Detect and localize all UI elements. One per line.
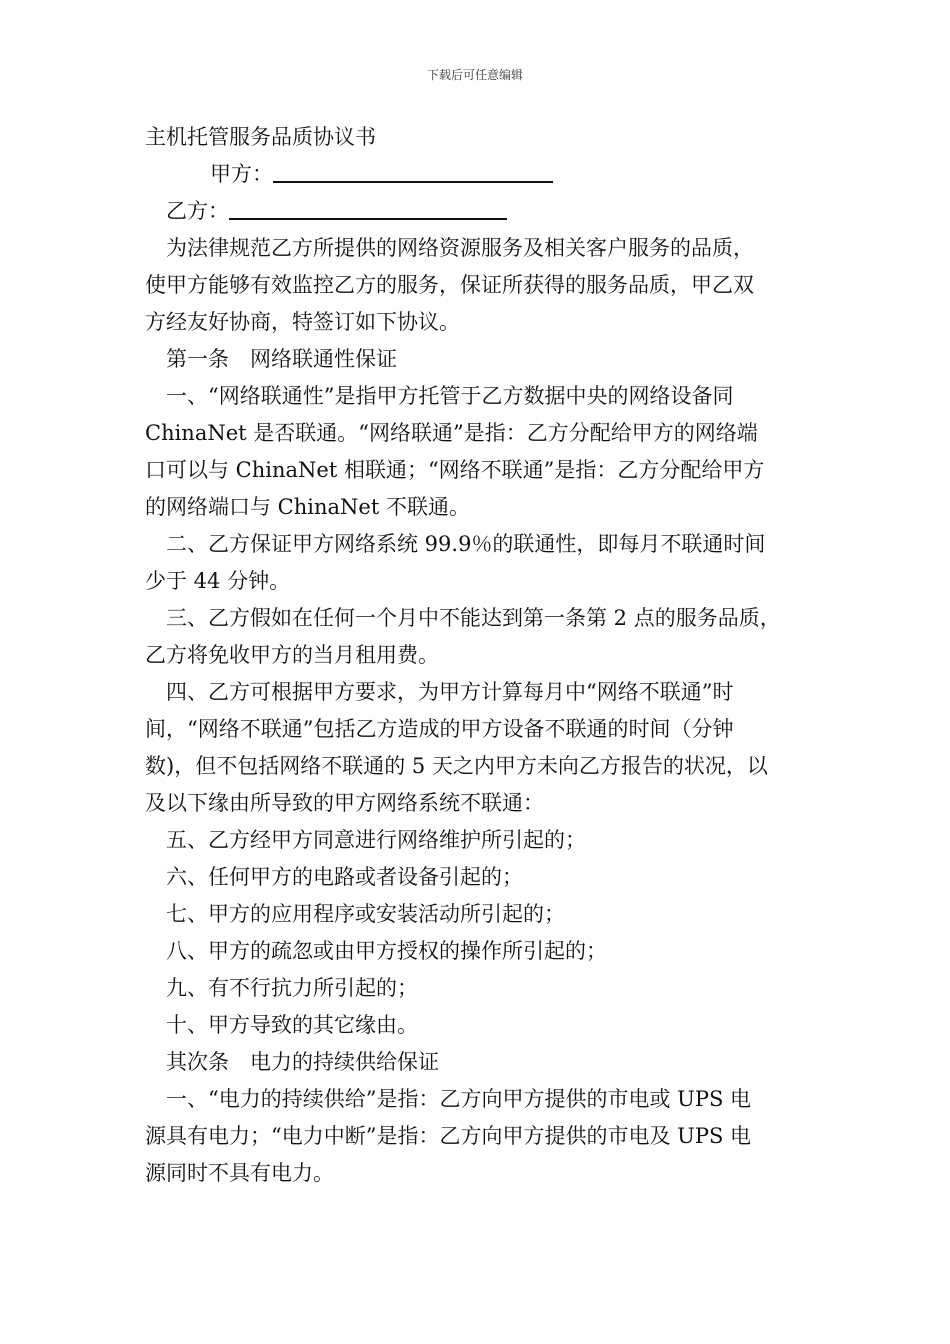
party-b-blank: [229, 194, 507, 220]
text-line: 九、有不行抗力所引起的；: [166, 976, 418, 1000]
text-line: 十、甲方导致的其它缘由。: [166, 1013, 418, 1037]
text-line: 使甲方能够有效监控乙方的服务，保证所获得的服务品质，甲乙双: [145, 273, 754, 297]
document-title: 主机托管服务品质协议书: [145, 125, 376, 149]
text-line: 七、甲方的应用程序或安装活动所引起的；: [166, 902, 565, 926]
text-line: 一、“电力的持续供给”是指：乙方向甲方提供的市电或 UPS 电: [166, 1087, 752, 1111]
body-lines: [145, 230, 835, 1192]
text-line: 八、甲方的疏忽或由甲方授权的操作所引起的；: [166, 939, 607, 963]
text-line: 少于 44 分钟。: [145, 569, 291, 593]
text-line: 四、乙方可根据甲方要求，为甲方计算每月中“网络不联通”时: [166, 680, 734, 704]
text-line: 其次条 电力的持续供给保证: [166, 1050, 439, 1074]
text-line: 为法律规范乙方所提供的网络资源服务及相关客户服务的品质，: [166, 236, 754, 260]
party-a-label: 甲方：: [210, 162, 273, 186]
text-line: 第一条 网络联通性保证: [166, 347, 397, 371]
text-line: 六、任何甲方的电路或者设备引起的；: [166, 865, 523, 889]
text-line: 源同时不具有电力。: [145, 1161, 334, 1185]
text-line: 及以下缘由所导致的甲方网络系统不联通：: [145, 791, 544, 815]
party-b-label: 乙方：: [166, 199, 229, 223]
text-line: 方经友好协商，特签订如下协议。: [145, 310, 460, 334]
party-a-line: [145, 156, 835, 193]
document-body: [145, 119, 835, 1192]
party-a-blank: [273, 157, 553, 183]
text-line: 乙方将免收甲方的当月租用费。: [145, 643, 439, 667]
header-note: 下载后可任意编辑: [426, 68, 523, 82]
text-line: 一、“网络联通性”是指甲方托管于乙方数据中央的网络设备同: [166, 384, 734, 408]
text-line: 间，“网络不联通”包括乙方造成的甲方设备不联通的时间（分钟: [145, 717, 734, 741]
party-b-line: [145, 193, 835, 230]
text-line: 数)，但不包括网络不联通的 5 天之内甲方未向乙方报告的状况，以: [145, 754, 768, 778]
text-line: ChinaNet 是否联通。“网络联通”是指：乙方分配给甲方的网络端: [145, 421, 758, 445]
text-line: 五、乙方经甲方同意进行网络维护所引起的；: [166, 828, 586, 852]
text-line: 口可以与 ChinaNet 相联通；“网络不联通”是指：乙方分配给甲方: [145, 458, 765, 482]
text-line: 二、乙方保证甲方网络系统 99.9％的联通性，即每月不联通时间: [166, 532, 766, 556]
text-line: 源具有电力；“电力中断”是指：乙方向甲方提供的市电及 UPS 电: [145, 1124, 752, 1148]
text-line: 的网络端口与 ChinaNet 不联通。: [145, 495, 470, 519]
text-line: 三、乙方假如在任何一个月中不能达到第一条第 2 点的服务品质，: [166, 606, 781, 630]
